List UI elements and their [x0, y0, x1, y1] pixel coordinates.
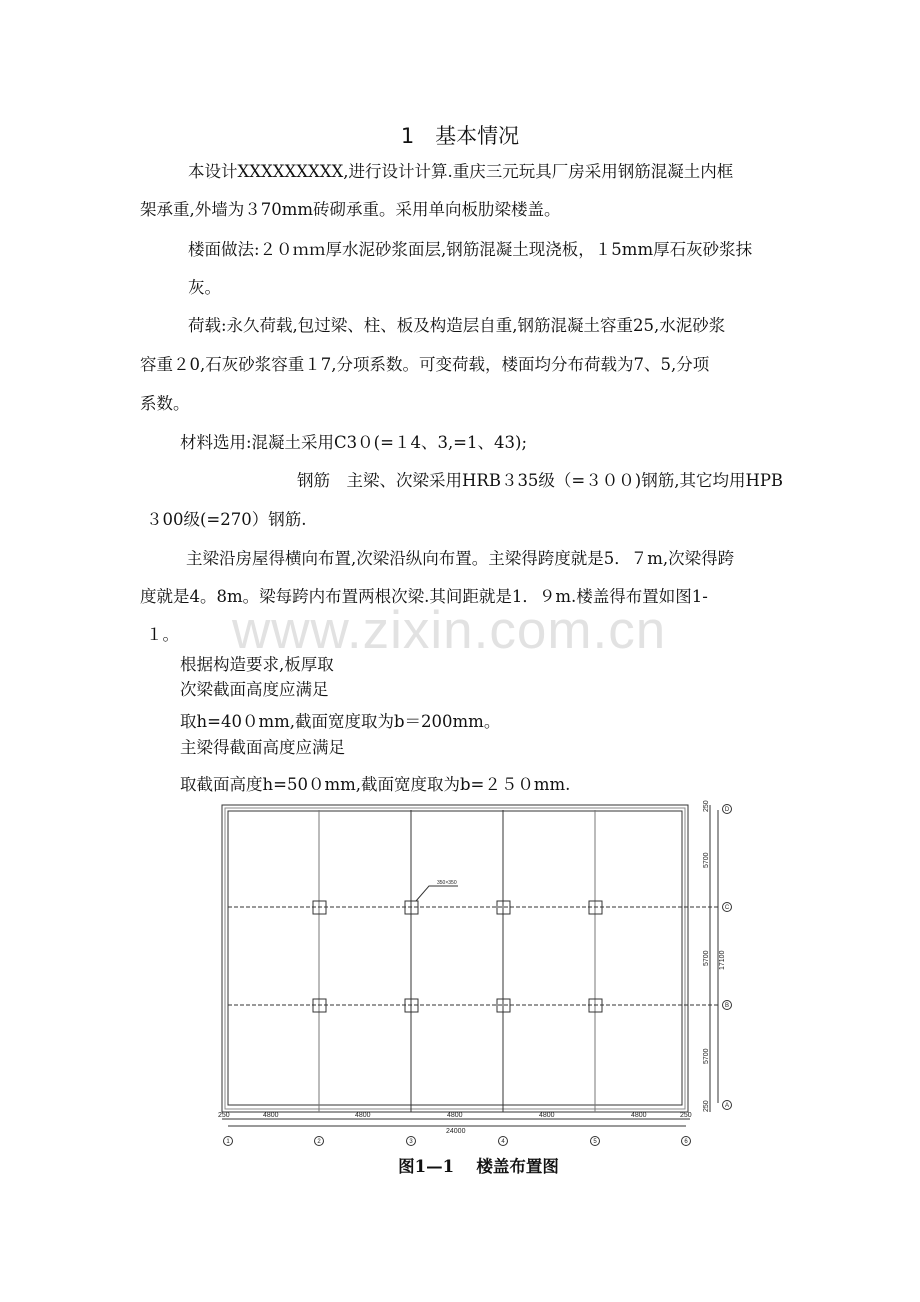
paragraph-line: 材料选用:混凝土采用C3０(=１4、3,=1、43); — [180, 433, 527, 452]
dim-label: 4800 — [355, 1112, 371, 1119]
paragraph-line: ３00级(=270）钢筋. — [146, 510, 307, 529]
dim-label: 250 — [703, 800, 710, 812]
paragraph-line: 根据构造要求,板厚取 — [180, 655, 334, 674]
paragraph-line: １。 — [146, 625, 179, 644]
figure-caption: 图1—1 楼盖布置图 — [398, 1157, 559, 1176]
paragraph-line: 系数。 — [140, 394, 190, 413]
dim-label: 5700 — [703, 852, 710, 868]
paragraph-line: 度就是4。8m。梁每跨内布置两根次梁.其间距就是1．９m.楼盖得布置如图1- — [140, 587, 708, 606]
dim-total-label: 17100 — [719, 950, 726, 970]
paragraph-line: 架承重,外墙为３70mm砖砌承重。采用单向板肋梁楼盖。 — [140, 200, 561, 219]
axis-label: 6 — [684, 1139, 688, 1145]
paragraph-line: 容重２0,石灰砂浆容重１7,分项系数。可变荷载，楼面均分布荷载为7、5,分项 — [140, 355, 710, 374]
leader-line — [416, 886, 458, 901]
dim-label: 250 — [680, 1112, 692, 1119]
dim-label: 5700 — [703, 1048, 710, 1064]
axis-label: 2 — [317, 1139, 321, 1145]
dim-label: 250 — [218, 1112, 230, 1119]
axis-bubbles — [224, 805, 732, 1146]
section-heading: 1 基本情况 — [400, 124, 520, 148]
axis-label: 5 — [593, 1139, 597, 1145]
inner-wall — [228, 811, 682, 1105]
dim-label: 4800 — [447, 1112, 463, 1119]
axis-label: 1 — [226, 1139, 230, 1145]
paragraph-line: 灰。 — [188, 278, 221, 297]
paragraph-line: 主梁得截面高度应满足 — [180, 738, 345, 757]
axis-label: B — [724, 1003, 730, 1009]
axis-label: C — [724, 905, 730, 911]
outer-wall — [222, 805, 688, 1112]
dim-label: 250 — [703, 1100, 710, 1112]
axis-label: D — [724, 807, 730, 813]
paragraph-line: 取h=40０mm,截面宽度取为b＝200mm。 — [180, 712, 501, 731]
dim-label: 4800 — [539, 1112, 555, 1119]
axis-label: A — [724, 1103, 730, 1109]
paragraph-line: 楼面做法:２０ｍｍ厚水泥砂浆面层,钢筋混凝土现浇板，１5mm厚石灰砂浆抹 — [188, 240, 753, 259]
paragraph-line: 主梁沿房屋得横向布置,次梁沿纵向布置。主梁得跨度就是5．７m,次梁得跨 — [186, 549, 735, 568]
axis-label: 4 — [501, 1139, 505, 1145]
paragraph-line: 钢筋 主梁、次梁采用HRB３35级（=３００)钢筋,其它均用HPB — [297, 471, 784, 490]
watermark: www.zixin.com.cn — [232, 601, 667, 660]
dim-total-label: 24000 — [446, 1128, 466, 1135]
paragraph-line: 次梁截面高度应满足 — [180, 680, 329, 699]
paragraph-line: 荷载:永久荷载,包过梁、柱、板及构造层自重,钢筋混凝土容重25,水泥砂浆 — [188, 316, 726, 335]
wall-line — [225, 808, 685, 1109]
columns — [313, 901, 602, 1012]
dim-label: 5700 — [703, 950, 710, 966]
paragraph-line: 本设计XXXXXXXXX,进行设计计算.重庆三元玩具厂房采用钢筋混凝土内框 — [188, 162, 734, 181]
column-size-label: 350×350 — [437, 880, 457, 886]
dim-label: 4800 — [631, 1112, 647, 1119]
axis-label: 3 — [409, 1139, 413, 1145]
paragraph-line: 取截面高度h=50０mm,截面宽度取为b=２５０mm. — [180, 775, 571, 794]
dim-label: 4800 — [263, 1112, 279, 1119]
